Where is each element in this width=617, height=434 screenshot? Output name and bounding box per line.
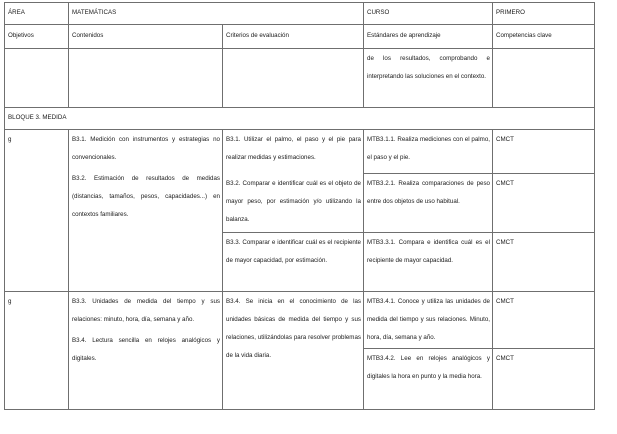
competence-code: CMCT	[496, 239, 514, 246]
standard-text: MTB3.4.2. Lee en relojes analógicos y digitales la hora en punto y la media hora.	[367, 355, 490, 380]
row-divider	[4, 291, 595, 292]
row-divider	[363, 173, 595, 174]
column-heading-competences: Competencias clave	[496, 32, 552, 39]
standard-text: MTB3.3.1. Compara e identifica cuál es el recipiente de mayor capacidad.	[367, 239, 490, 264]
standard-text: MTB3.1.1. Realiza mediciones con el palmo, el paso y el pie.	[367, 136, 490, 161]
row-divider	[4, 24, 595, 25]
column-divider	[363, 24, 364, 108]
column-divider	[68, 129, 69, 410]
objective-code: g	[8, 298, 12, 305]
header-subject: MATEMÁTICAS	[72, 9, 117, 16]
column-divider	[68, 24, 69, 108]
row-divider	[363, 348, 595, 349]
criterion-text: B3.2. Comparar e identificar cuál es el objeto de mayor peso, por estimación y/o utilizando la balanza.	[226, 180, 361, 223]
row-divider	[4, 129, 595, 130]
column-divider	[222, 24, 223, 108]
objective-code: g	[8, 136, 12, 143]
content-item: B3.4. Lectura sencilla en relojes analógicos y digitales.	[72, 337, 220, 362]
column-divider	[492, 129, 493, 410]
table-border-right	[594, 2, 595, 410]
continued-standard-text: de los resultados, comprobando e interpretando las soluciones en el contexto.	[367, 55, 490, 80]
header-course-value: PRIMERO	[496, 9, 525, 16]
header-area-label: ÁREA	[8, 9, 25, 16]
header-course-label: CURSO	[367, 9, 390, 16]
column-divider	[363, 129, 364, 410]
table-border-left	[4, 2, 5, 410]
competence-code: CMCT	[496, 136, 514, 143]
column-heading-standards: Estándares de aprendizaje	[367, 32, 441, 39]
contents-cell	[72, 293, 220, 368]
competence-code: CMCT	[496, 298, 514, 305]
column-divider	[363, 2, 364, 25]
standard-text: MTB3.4.1. Conoce y utiliza las unidades de medida del tiempo y sus relaciones. Minuto, hora, día, semana y año.	[367, 298, 490, 341]
row-divider	[4, 107, 595, 108]
content-item: B3.2. Estimación de resultados de medidas (distancias, tamaños, pesos, capacidades...) en contextos familiares.	[72, 175, 220, 218]
standard-text: MTB3.2.1. Realiza comparaciones de peso entre dos objetos de uso habitual.	[367, 180, 490, 205]
column-heading-objectives: Objetivos	[8, 32, 34, 39]
row-divider	[222, 232, 595, 233]
column-heading-criteria: Criterios de evaluación	[226, 32, 289, 39]
criterion-text: B3.3. Comparar e identificar cuál es el recipiente de mayor capacidad, por estimación.	[226, 239, 361, 264]
row-divider	[4, 48, 595, 49]
contents-cell	[72, 131, 220, 224]
column-heading-contents: Contenidos	[72, 32, 104, 39]
block-title: BLOQUE 3. MEDIDA	[8, 114, 67, 121]
content-item: B3.3. Unidades de medida del tiempo y sus relaciones: minuto, hora, día, semana y año.	[72, 298, 220, 323]
curriculum-table	[4, 2, 595, 410]
criterion-text: B3.1. Utilizar el palmo, el paso y el pie para realizar medidas y estimaciones.	[226, 136, 361, 161]
column-divider	[492, 24, 493, 108]
competence-code: CMCT	[496, 180, 514, 187]
table-border-top	[4, 2, 595, 3]
competence-code: CMCT	[496, 355, 514, 362]
criterion-text: B3.4. Se inicia en el conocimiento de las unidades básicas de medida del tiempo y sus relaciones, utilizándolas para resolver problemas de la vida diaria.	[226, 298, 361, 359]
content-item: B3.1. Medición con instrumentos y estrategias no convencionales.	[72, 136, 220, 161]
column-divider	[222, 129, 223, 410]
column-divider	[492, 2, 493, 25]
table-border-bottom	[4, 409, 595, 410]
column-divider	[68, 2, 69, 25]
